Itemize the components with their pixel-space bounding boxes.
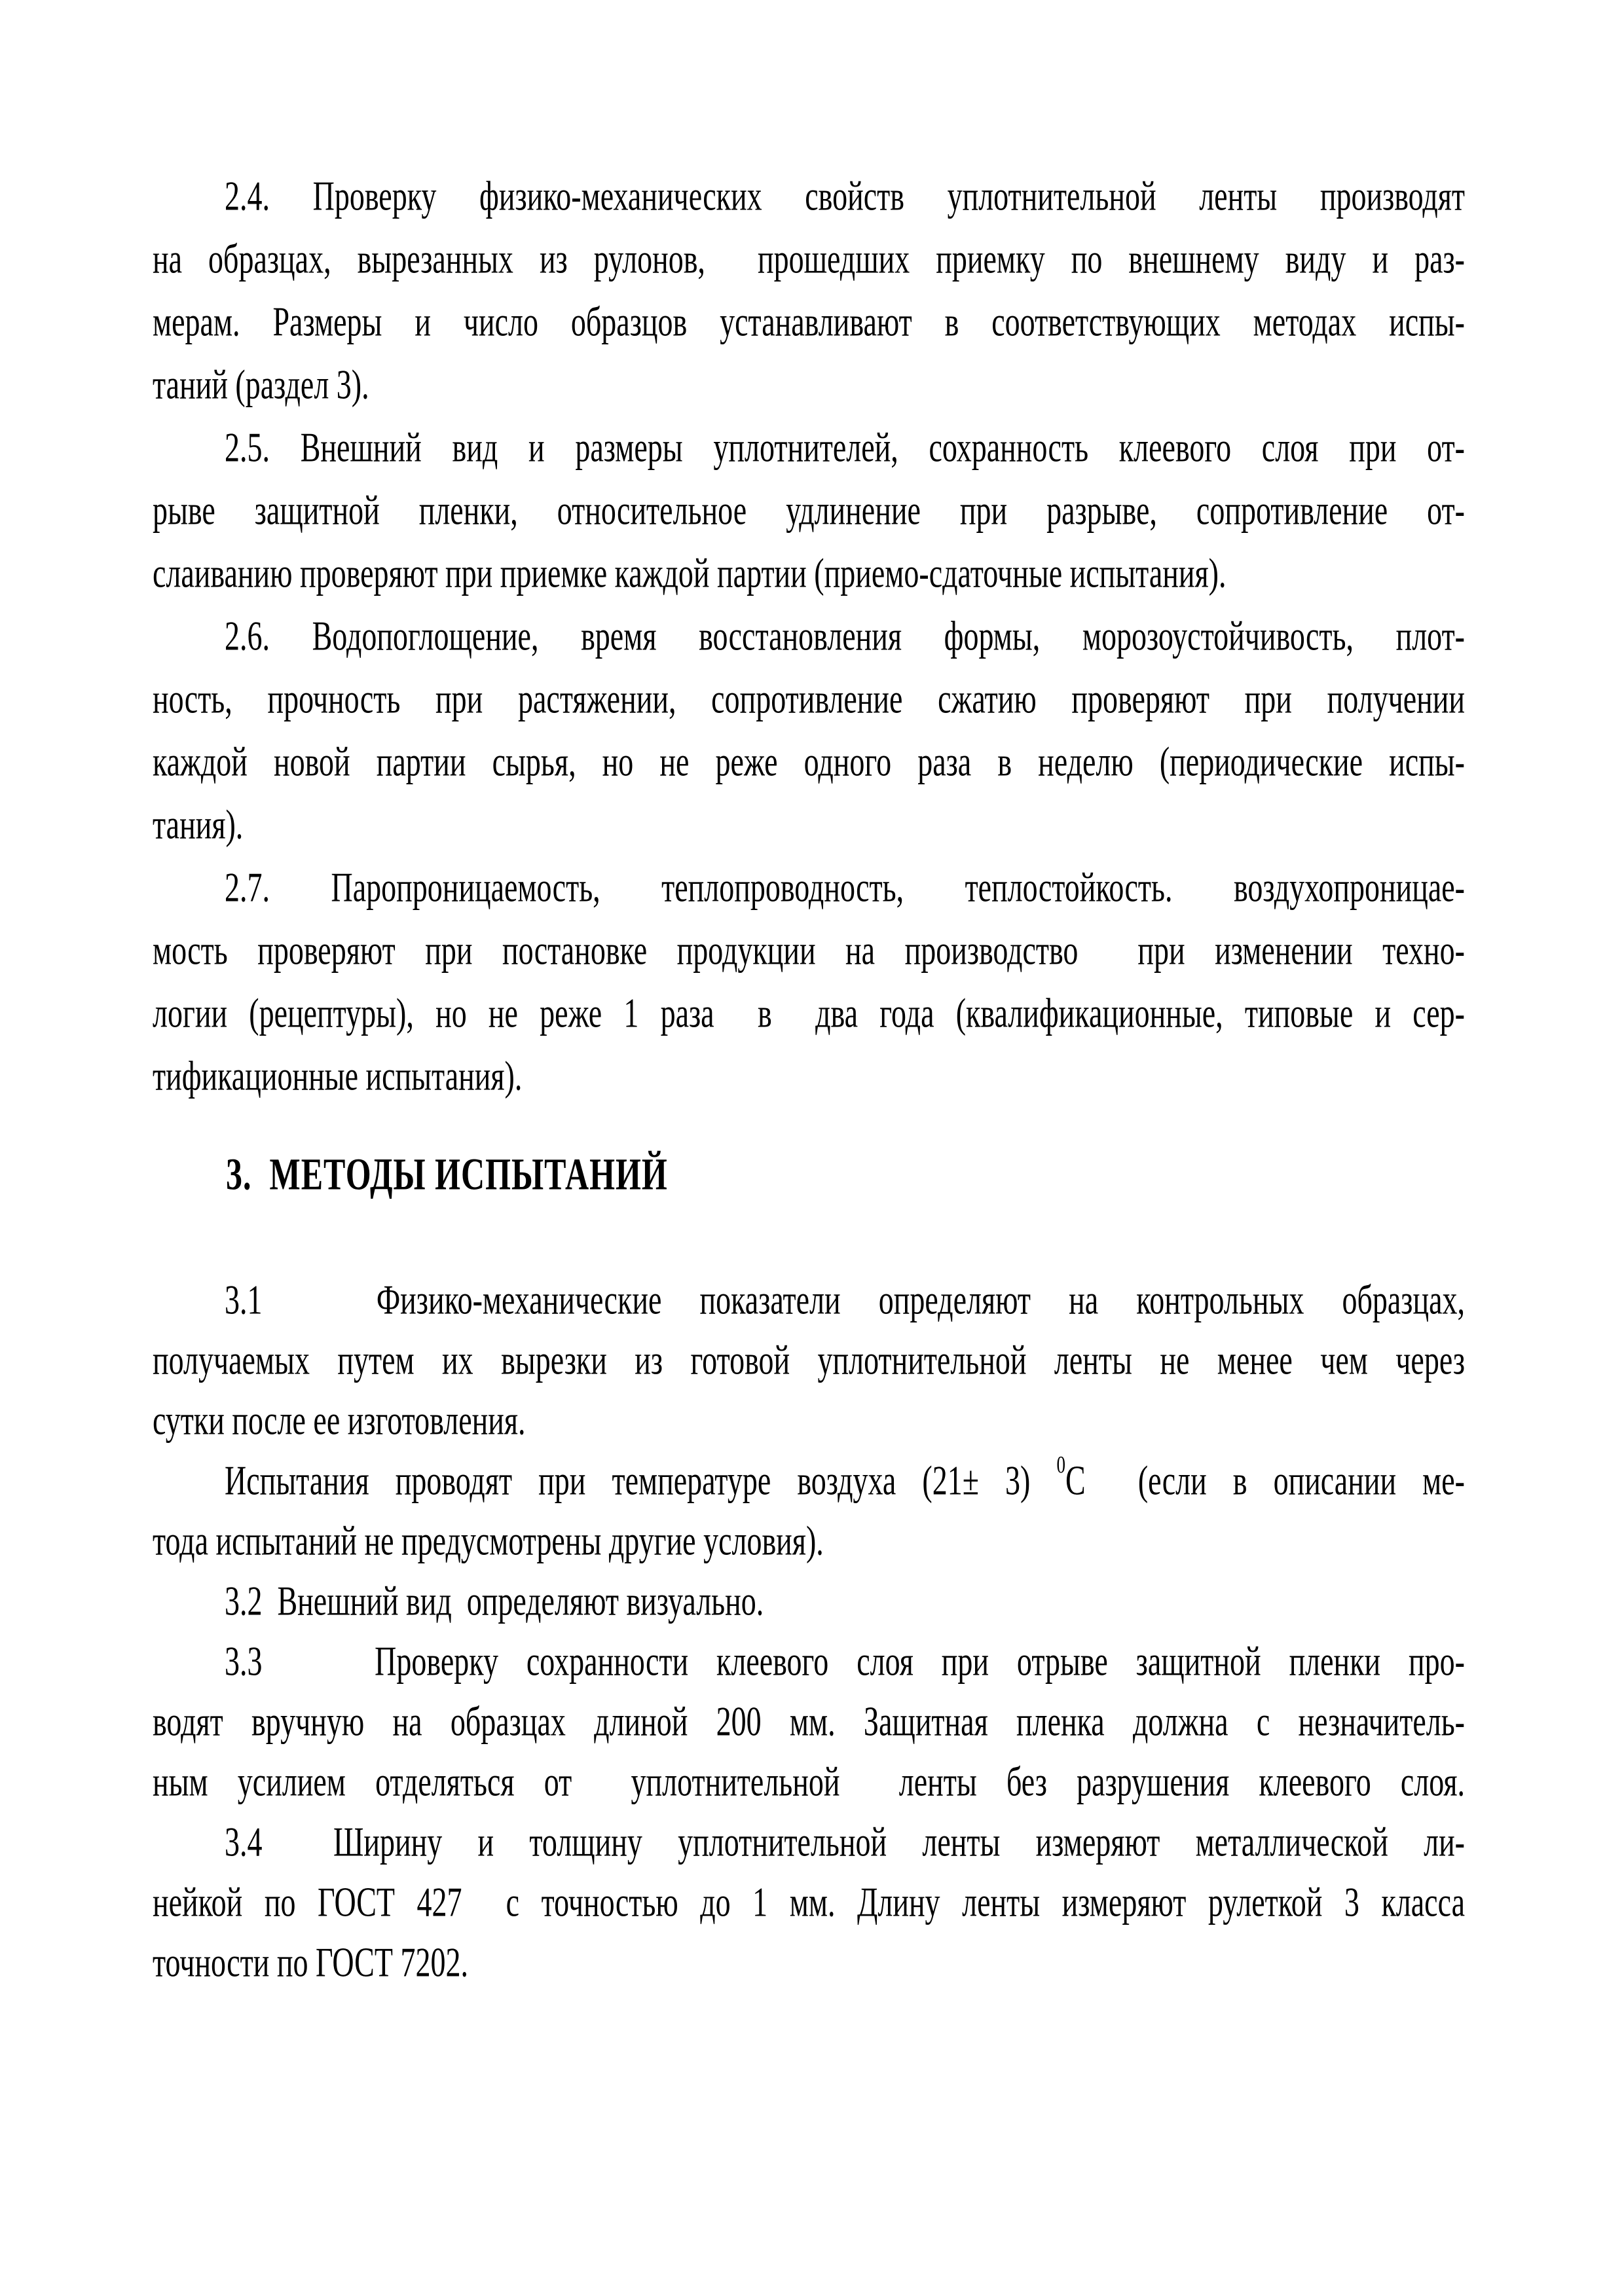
para-2-6-line-2: ность, прочность при растяжении, сопротивление сжатию проверяют при получении xyxy=(153,676,1465,722)
para-3-2-line-1: 3.2 Внешний вид определяют визуально. xyxy=(225,1578,764,1624)
para-3-3-line-3: ным усилием отделяться от уплотнительной ленты без разрушения клеевого слоя. xyxy=(153,1758,1465,1805)
para-3-3-line-2: водят вручную на образцах длиной 200 мм. Защитная пленка должна с незначитель- xyxy=(153,1698,1465,1745)
text-column xyxy=(153,165,1465,1993)
temperature-text-pre: Испытания проводят при температуре воздуха (21± 3) xyxy=(225,1457,1057,1504)
para-2-7-line-3: логии (рецептуры), но не реже 1 раза в два года (квалификационные, типовые и сер- xyxy=(153,990,1465,1036)
para-3-3-line-1: 3.3 Проверку сохранности клеевого слоя при отрыве защитной пленки про- xyxy=(225,1638,1465,1685)
para-3-4-line-2: нейкой по ГОСТ 427 с точностью до 1 мм. Длину ленты измеряют рулеткой 3 класса xyxy=(153,1879,1465,1925)
para-3-1-line-2: получаемых путем их вырезки из готовой уплотнительной ленты не менее чем через xyxy=(153,1337,1465,1383)
para-2-5-line-2: рыве защитной пленки, относительное удлинение при разрыве, сопротивление от- xyxy=(153,487,1465,534)
para-2-5-line-3: слаиванию проверяют при приемке каждой партии (приемо-сдаточные испытания). xyxy=(153,550,1227,596)
para-2-6-line-3: каждой новой партии сырья, но не реже одного раза в неделю (периодические испы- xyxy=(153,738,1465,785)
para-2-4-line-4: таний (раздел 3). xyxy=(153,361,369,408)
para-temperature-line-2: тода испытаний не предусмотрены другие условия). xyxy=(153,1518,824,1564)
para-3-1-line-3: сутки после ее изготовления. xyxy=(153,1397,526,1444)
para-2-5-line-1: 2.5. Внешний вид и размеры уплотнителей, сохранность клеевого слоя при от- xyxy=(225,424,1465,471)
para-2-4-line-2: на образцах, вырезанных из рулонов, прошедших приемку по внешнему виду и раз- xyxy=(153,236,1465,282)
para-2-7-line-2: мость проверяют при постановке продукции на производство при изменении техно- xyxy=(153,927,1465,974)
section-3-heading: 3. МЕТОДЫ ИСПЫТАНИЙ xyxy=(226,1148,668,1199)
para-3-1-line-1: 3.1 Физико-механические показатели определяют на контрольных образцах, xyxy=(225,1277,1465,1323)
para-3-4-line-3: точности по ГОСТ 7202. xyxy=(153,1939,468,1986)
superscript-degree: 0 xyxy=(1056,1451,1065,1478)
para-3-4-line-1: 3.4 Ширину и толщину уплотнительной ленты измеряют металлической ли- xyxy=(225,1819,1465,1865)
para-2-6-line-4: тания). xyxy=(153,801,244,848)
para-2-6-line-1: 2.6. Водопоглощение, время восстановления формы, морозоустойчивость, плот- xyxy=(225,613,1465,659)
para-2-4-line-1: 2.4. Проверку физико-механических свойств уплотнительной ленты производят xyxy=(225,173,1465,219)
para-2-7-line-4: тификационные испытания). xyxy=(153,1053,523,1099)
para-2-4-line-3: мерам. Размеры и число образцов устанавливают в соответствующих методах испы- xyxy=(153,299,1465,345)
para-2-7-line-1: 2.7. Паропроницаемость, теплопроводность, теплостойкость. воздухопроницае- xyxy=(225,864,1465,911)
temperature-text-post: С (если в описании ме- xyxy=(1065,1457,1465,1504)
